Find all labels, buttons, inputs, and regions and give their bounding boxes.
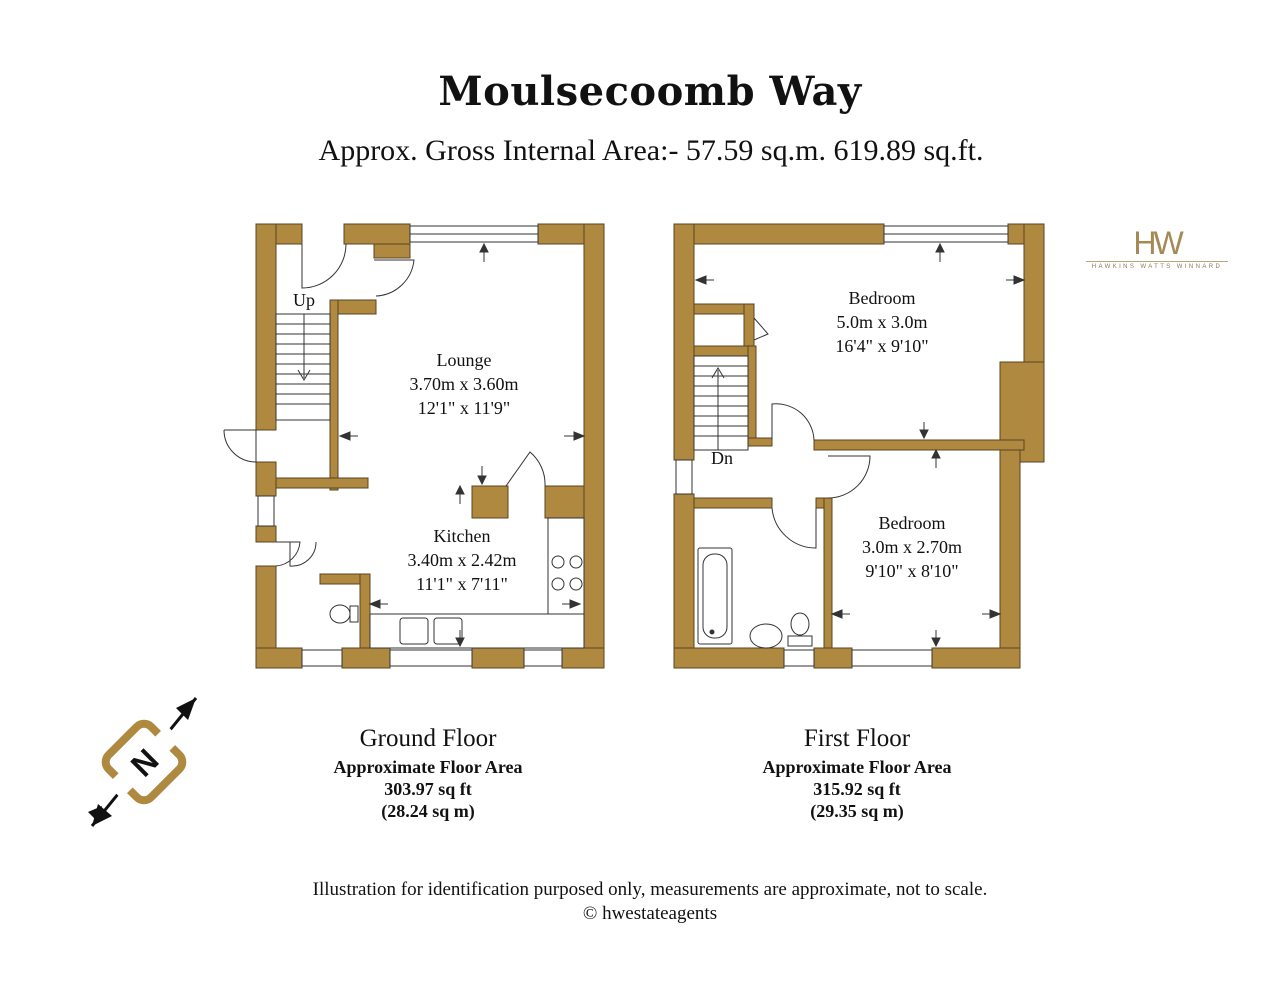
room-imperial: 9'10" x 8'10": [865, 561, 959, 581]
wall-segment: [814, 648, 852, 668]
dim-marker-head: [1014, 276, 1024, 284]
dim-marker-head: [920, 430, 928, 438]
hob-ring: [570, 578, 582, 590]
compass-letter: N: [123, 741, 166, 784]
bath-drain: [710, 630, 714, 634]
gross-area-subtitle: Approx. Gross Internal Area:- 57.59 sq.m. 619.89 sq.ft.: [318, 134, 984, 167]
door-swing: [290, 542, 316, 566]
dim-marker-head: [574, 432, 584, 440]
wc-cistern: [788, 636, 812, 646]
room-metric: 3.40m x 2.42m: [407, 550, 517, 570]
sink: [400, 618, 428, 644]
first-floor-summary: [697, 722, 1017, 822]
compass-north-icon: [88, 698, 196, 826]
ground-floor-summary: [268, 722, 588, 822]
hob-ring: [552, 578, 564, 590]
wall-segment: [674, 224, 694, 460]
stair-down-label: Dn: [711, 448, 733, 468]
wall-segment: [342, 648, 390, 668]
wall-segment: [824, 498, 832, 648]
wall-segment: [276, 478, 368, 488]
floor-area-label: Approximate Floor Area: [762, 757, 952, 777]
floor-name: First Floor: [803, 725, 911, 752]
kitchen-label: [382, 524, 542, 596]
floor-area-sqft: 303.97 sq ft: [384, 779, 472, 799]
room-metric: 3.0m x 2.70m: [861, 537, 962, 557]
room-metric: 5.0m x 3.0m: [836, 312, 928, 332]
door-swing: [374, 260, 414, 296]
disclaimer: Illustration for identification purposed only, measurements are approximate, not to scale.: [312, 879, 988, 900]
brand-mark: HW: [1133, 225, 1181, 261]
dim-marker-head: [990, 610, 1000, 618]
room-name: Lounge: [436, 350, 492, 370]
wall-segment: [256, 526, 276, 542]
floor-area-sqft: 315.92 sq ft: [813, 779, 901, 799]
first-stairs: [694, 356, 748, 450]
wc-cistern: [350, 606, 358, 622]
lounge-label: [384, 348, 544, 420]
wall-segment: [256, 224, 276, 430]
ground-stairs: [276, 314, 330, 420]
wall-segment: [694, 304, 750, 314]
wash-basin: [750, 624, 782, 648]
wall-segment: [674, 224, 884, 244]
dim-marker-head: [570, 600, 580, 608]
window: [784, 650, 814, 666]
window: [390, 650, 472, 666]
dim-marker-head: [478, 476, 486, 484]
wall-segment: [472, 648, 524, 668]
copyright: © hwestateagents: [582, 903, 718, 924]
bath-inner: [703, 554, 727, 638]
floor-area-sqm: (28.24 sq m): [381, 801, 475, 821]
brand-name: HAWKINS WATTS WINNARD: [1091, 264, 1223, 270]
cupboard-door: [754, 318, 768, 340]
wc-pan: [791, 613, 809, 635]
wc-pan: [330, 605, 350, 623]
wall-segment: [674, 494, 694, 668]
wall-segment: [256, 648, 302, 668]
wall-segment: [748, 438, 772, 446]
wall-segment: [1000, 448, 1020, 668]
wall-segment: [694, 498, 772, 508]
worktop: [370, 614, 584, 648]
wall-segment: [932, 648, 1020, 668]
floor-name: Ground Floor: [359, 725, 497, 752]
hob-ring: [570, 556, 582, 568]
wall-segment: [360, 574, 370, 648]
window: [852, 650, 932, 666]
hob-ring: [552, 556, 564, 568]
door-swing: [302, 244, 346, 288]
floor-area-sqm: (29.35 sq m): [810, 801, 904, 821]
dim-marker-head: [456, 486, 464, 494]
door-swing: [828, 456, 870, 498]
door-swing: [276, 542, 300, 566]
stair-treads: [694, 366, 748, 436]
dim-marker-head: [456, 638, 464, 646]
door-swing: [224, 430, 256, 462]
bathroom-fittings: [698, 548, 812, 648]
wall-segment: [256, 462, 276, 496]
wall-segment: [472, 486, 508, 518]
door-swing: [772, 508, 816, 548]
door-swing: [506, 452, 545, 486]
room-metric: 3.70m x 3.60m: [409, 374, 519, 394]
wall-segment: [374, 244, 410, 258]
dim-marker-head: [370, 600, 380, 608]
page-title: Moulsecoomb Way: [438, 68, 862, 115]
footer: [0, 878, 1280, 926]
room-imperial: 11'1" x 7'11": [416, 574, 508, 594]
window: [676, 460, 692, 494]
dim-marker-head: [932, 450, 940, 458]
floor-area-label: Approximate Floor Area: [333, 757, 523, 777]
room-imperial: 12'1" x 11'9": [417, 398, 511, 418]
wall-segment: [814, 440, 1024, 450]
window: [258, 496, 274, 526]
compass-badge: [93, 711, 195, 813]
room-imperial: 16'4" x 9'10": [835, 336, 929, 356]
dim-marker-head: [696, 276, 706, 284]
wall-segment: [344, 224, 410, 244]
dim-marker-head: [480, 244, 488, 252]
wall-segment: [674, 648, 784, 668]
dim-marker-head: [832, 610, 842, 618]
bedroom1-label: [802, 286, 962, 358]
dim-marker-head: [932, 638, 940, 646]
door-swing: [772, 404, 814, 440]
room-name: Bedroom: [878, 513, 946, 533]
room-name: Bedroom: [848, 288, 916, 308]
dim-marker-head: [936, 244, 944, 252]
wall-segment: [584, 224, 604, 668]
bedroom2-label: [832, 511, 992, 583]
room-name: Kitchen: [433, 526, 491, 546]
dim-marker-head: [340, 432, 350, 440]
window: [524, 650, 562, 666]
wall-segment: [694, 346, 754, 356]
window: [302, 650, 342, 666]
ground-floor-plan: [224, 224, 604, 668]
stair-up-label: Up: [293, 290, 315, 310]
stair-treads: [276, 324, 330, 404]
wall-segment: [748, 346, 756, 444]
wall-segment: [562, 648, 604, 668]
wall-segment: [330, 300, 338, 490]
wall-segment: [545, 486, 584, 518]
